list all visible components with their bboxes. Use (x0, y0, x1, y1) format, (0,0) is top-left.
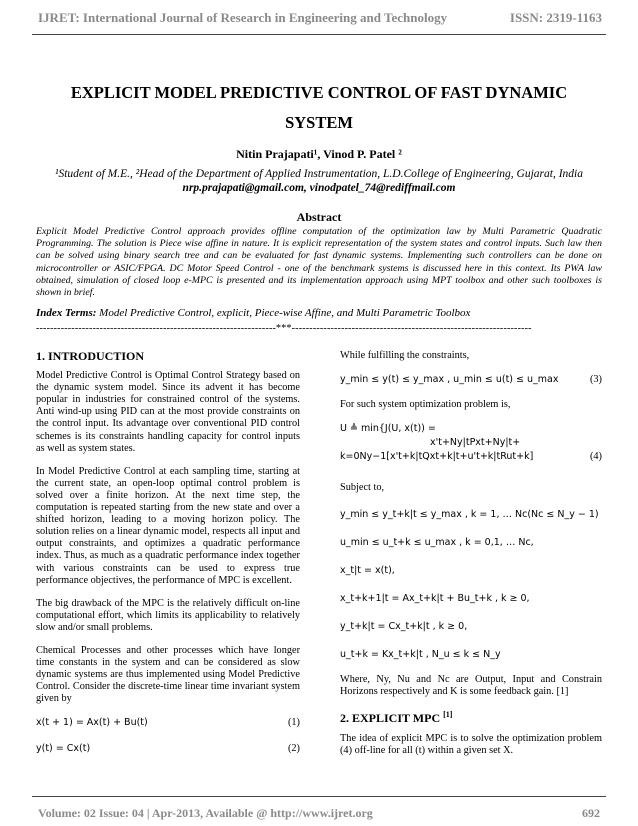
keywords (36, 307, 602, 319)
keywords-text: Model Predictive Control, explicit, Piece-wise Affine, and Multi Parametric Toolbox (99, 307, 471, 319)
equation-number: (1) (287, 717, 300, 729)
equation-number: (2) (287, 743, 300, 755)
right-column (340, 350, 602, 768)
journal-name: IJRET: International Journal of Research in Engineering and Technology (38, 10, 448, 25)
constraint-3: x_t|t = x(t), (340, 565, 395, 577)
equation-body: y_min ≤ y(t) ≤ y_max , u_min ≤ u(t) ≤ u_max (340, 374, 559, 386)
keywords-label: Index Terms: (36, 307, 97, 319)
paragraph: Model Predictive Control is Optimal Control Strategy based on the dynamic system model. Since its advent it has become popular in industries for constrained control of the systems. Anti wind-up using PID can at the most provide constraints on the control input. Its advantage over conventional PID control schemes is its constraints handling capacity for control inputs as well as system states. (36, 370, 300, 454)
equation-1 (36, 716, 300, 730)
equation-number: (3) (589, 374, 602, 386)
footer-volume: Volume: 02 Issue: 04 | Apr-2013, Available @ http://www.ijret.org (38, 806, 373, 820)
left-column (36, 350, 300, 768)
equation-2 (36, 742, 300, 756)
paragraph: For such system optimization problem is, (340, 399, 511, 411)
authors: Nitin Prajapati¹, Vinod P. Patel ² (236, 147, 402, 161)
paragraph: Where, Ny, Nu and Nc are Output, Input and Constrain Horizons respectively and K is some feedback gain. [1] (340, 674, 602, 698)
title-line-1: EXPLICIT MODEL PREDICTIVE CONTROL OF FAST DYNAMIC (70, 83, 568, 102)
issn: ISSN: 2319-1163 (509, 10, 602, 25)
header-rule (32, 34, 606, 35)
paragraph: Chemical Processes and other processes which have longer time constants in the system and can be considered as slow dynamic systems are thus implemented using Model Predictive Control. Consider the discrete-time linear time invariant system given by (36, 644, 300, 705)
paragraph: In Model Predictive Control at each sampling time, starting at the current state, an open-loop optimal control problem is solved over a finite horizon. At the next time step, the computation is repeated starting from the new state and over a shifted horizon, leading to a moving horizon policy. The solution relies on a linear dynamic model, respects all input and output constraints, and optimizes a quadratic performance index. Thus, as much as a quadratic performance index together with various constraints can be used to express true performance objectives, the performance of MPC is excellent. (36, 465, 300, 586)
equation-3 (340, 373, 602, 387)
constraint-4: x_t+k+1|t = Ax_t+k|t + Bu_t+k , k ≥ 0, (340, 593, 530, 605)
equation-number: (4) (589, 451, 602, 463)
page-header (38, 10, 602, 30)
page-number: 692 (582, 806, 600, 820)
paragraph: While fulfilling the constraints, (340, 350, 470, 361)
equation-line: k=0Ny−1[x't+k|tQxt+k|t+u't+k|tRut+k] (340, 451, 534, 463)
paper-title (40, 78, 598, 138)
constraint-2: u_min ≤ u_t+k ≤ u_max , k = 0,1, … Nc, (340, 537, 534, 549)
affiliation-block (36, 167, 602, 195)
title-line-2: SYSTEM (285, 113, 353, 132)
equation-4 (340, 422, 602, 464)
abstract-text: Explicit Model Predictive Control approach provides offline computation of the optimization law by Multi Parametric Quadratic Programming. The solution is Piece wise affine in nature. It is explicit representation of the system states and control inputs. Such law then can be solved using binary search tree and can be evaluated for fast dynamic systems. Implementing such controllers can be done on microcontroller or ASIC/FPGA. DC Motor Speed Control - one of the benchmark systems is discussed here in this context. Its PWA law obtained, simulation of closed loop e-MPC is presented and its implementation approach using MPT toolbox and other such toolboxes is shown in brief. (36, 226, 602, 299)
equation-body: x(t + 1) = Ax(t) + Bu(t) (36, 717, 148, 729)
abstract-heading: Abstract (296, 210, 342, 224)
footer-rule (32, 796, 606, 797)
emails[interactable]: nrp.prajapati@gmail.com, vinodpatel_74@rediffmail.com (182, 182, 456, 194)
paragraph: The big drawback of the MPC is the relatively difficult on-line computational effort, which limits its applicability to relatively slow and/or small problems. (36, 597, 300, 633)
paragraph: Subject to, (340, 482, 385, 494)
section-separator: --------------------------------------------------------------------***-------------------------------------------------------------------- (36, 323, 532, 334)
equation-body: y(t) = Cx(t) (36, 743, 91, 755)
constraint-1: y_min ≤ y_t+k|t ≤ y_max , k = 1, … Nc(Nc ≤ N_y − 1) (340, 509, 599, 521)
heading-text: 2. EXPLICIT MPC (340, 711, 441, 726)
affiliation: ¹Student of M.E., ²Head of the Department of Applied Instrumentation, L.D.College of Engineering, Gujarat, India (55, 168, 583, 180)
paragraph: The idea of explicit MPC is to solve the optimization problem (4) off-line for all (t) within a given set X. (340, 732, 602, 756)
equation-line: U ≜ min{J(U, x(t)) = (340, 423, 436, 435)
equation-line: x't+Ny|tPxt+Ny|t+ (430, 437, 521, 449)
section-heading-introduction: 1. INTRODUCTION (36, 349, 145, 363)
section-heading-explicit-mpc (340, 709, 602, 724)
constraint-5: y_t+k|t = Cx_t+k|t , k ≥ 0, (340, 621, 468, 633)
heading-ref: [1] (443, 710, 453, 720)
constraint-6: u_t+k = Kx_t+k|t , N_u ≤ k ≤ N_y (340, 649, 501, 661)
page-footer (38, 806, 600, 821)
